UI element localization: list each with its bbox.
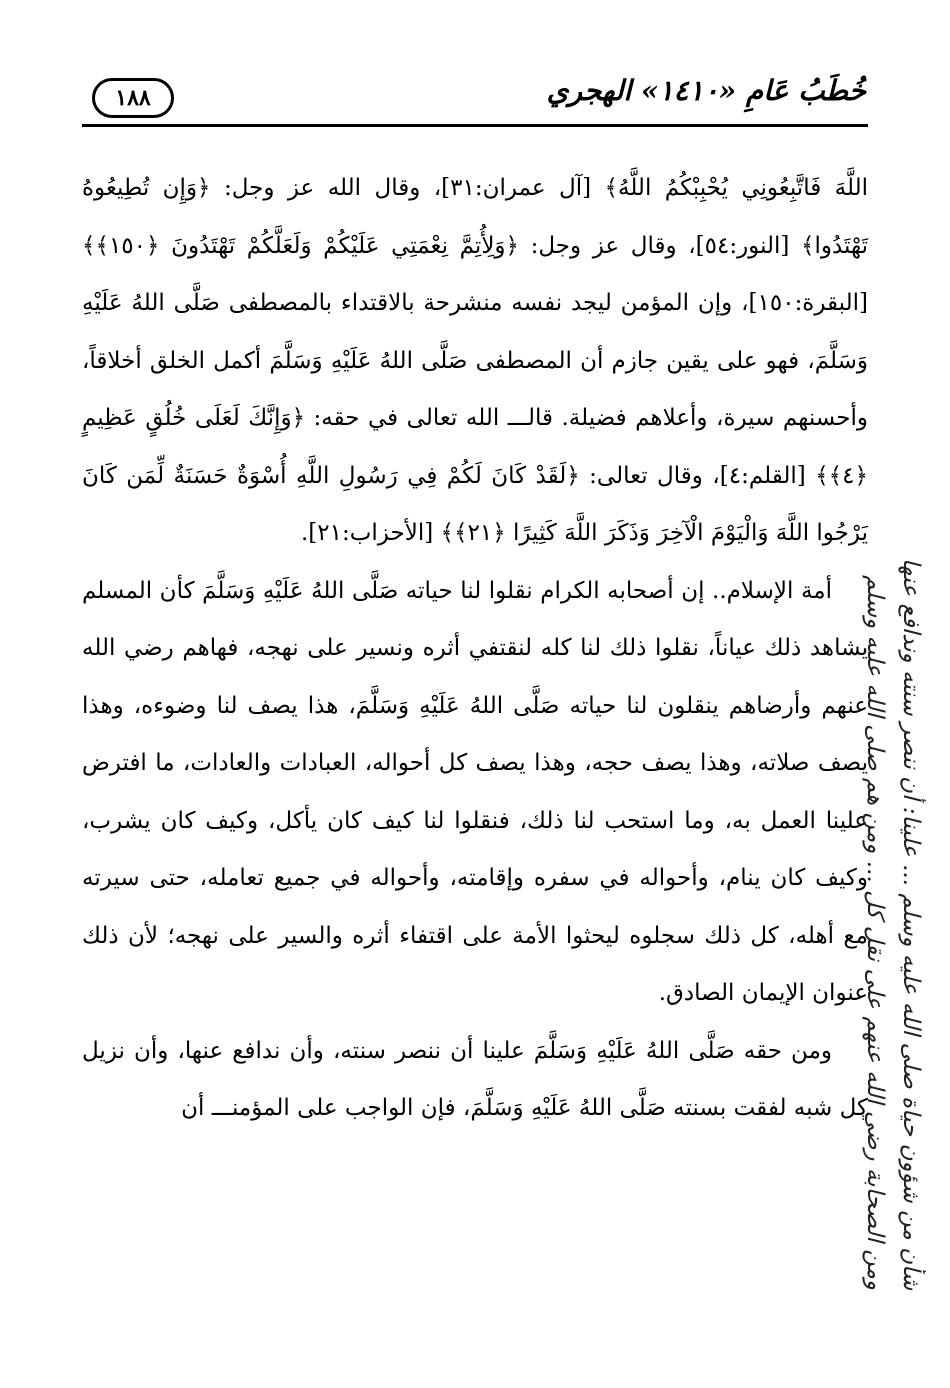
paragraph-1: اللَّهَ فَاتَّبِعُونِي يُحْبِبْكُمُ اللَّهُ﴾ [آل عمران:٣١]، وقال الله عز وجل: ﴿وَإِن تُطِيعُوهُ تَهْتَدُوا﴾ [النور:٥٤]، وقال عز وجل: ﴿وَلِأُتِمَّ نِعْمَتِي عَلَيْكُمْ وَلَعَلَّكُمْ تَهْتَدُونَ ﴿١٥٠﴾﴾ [البقرة:١٥٠]، وإن المؤمن ليجد نفسه منشرحة بالاقتداء بالمصطفى صَلَّى اللهُ عَلَيْهِ وَسَلَّمَ، فهو على يقين جازم أن المصطفى صَلَّى اللهُ عَلَيْهِ وَسَلَّمَ أكمل الخلق أخلاقاً، وأحسنهم سيرة، وأعلاهم فضيلة. قالـــ الله تعالى في حقه: ﴿وَإِنَّكَ لَعَلَى خُلُقٍ عَظِيمٍ ﴿٤﴾﴾ [القلم:٤]، وقال تعالى: ﴿لَقَدْ كَانَ لَكُمْ فِي رَسُولِ اللَّهِ أُسْوَةٌ حَسَنَةٌ لِّمَن كَانَ يَرْجُوا اللَّهَ وَالْيَوْمَ الْآخِرَ وَذَكَرَ اللَّهَ كَثِيرًا ﴿٢١﴾﴾ [الأحزاب:٢١]. (82, 175, 868, 546)
handwritten-margin-note-2: شأن من شؤون حياة صلى الله عليه وسلم ... علينا: أن ننصر سنته وندافع عنها (898, 557, 924, 1290)
page-number (92, 78, 174, 118)
running-title: خُطَبُ عَامِ «١٤١٠» الهجري (546, 74, 866, 107)
header-rule (82, 124, 868, 127)
handwritten-margin-note-1: ومن الصحابة رضي الله عنهم على نقل كل ... ومن هم صلى الله عليه وسلم (862, 574, 888, 1290)
paragraph-2: أمة الإسلام.. إن أصحابه الكرام نقلوا لنا حياته صَلَّى اللهُ عَلَيْهِ وَسَلَّمَ كأن المسلم يشاهد ذلك عياناً، نقلوا ذلك لنا كله لنقتفي أثره ونسير على نهجه، فهاهم رضي الله عنهم وأرضاهم ينقلون لنا حياته صَلَّى اللهُ عَلَيْهِ وَسَلَّمَ، هذا يصف لنا وضوءه، وهذا يصف صلاته، وهذا يصف حجه، وهذا يصف كل أحواله، العبادات والعادات، ما افترض علينا العمل به، وما استحب لنا ذلك، فنقلوا لنا كيف كان يأكل، وكيف كان يشرب، وكيف كان ينام، وأحواله في سفره وإقامته، وأحواله في جميع تعامله، حتى سيرته مع أهله، كل ذلك سجلوه ليحثوا الأمة على اقتفاء أثره والسير على نهجه؛ لأن ذلك عنوان الإيمان الصادق. (82, 577, 868, 1006)
body-text (82, 160, 868, 1138)
paragraph-3: ومن حقه صَلَّى اللهُ عَلَيْهِ وَسَلَّمَ علينا أن ننصر سنته، وأن ندافع عنها، وأن نزيل كل شبه لفقت بسنته صَلَّى اللهُ عَلَيْهِ وَسَلَّمَ، فإن الواجب على المؤمنـــ أن (82, 1037, 868, 1121)
page-number-text: ١٨٨ (115, 85, 151, 111)
